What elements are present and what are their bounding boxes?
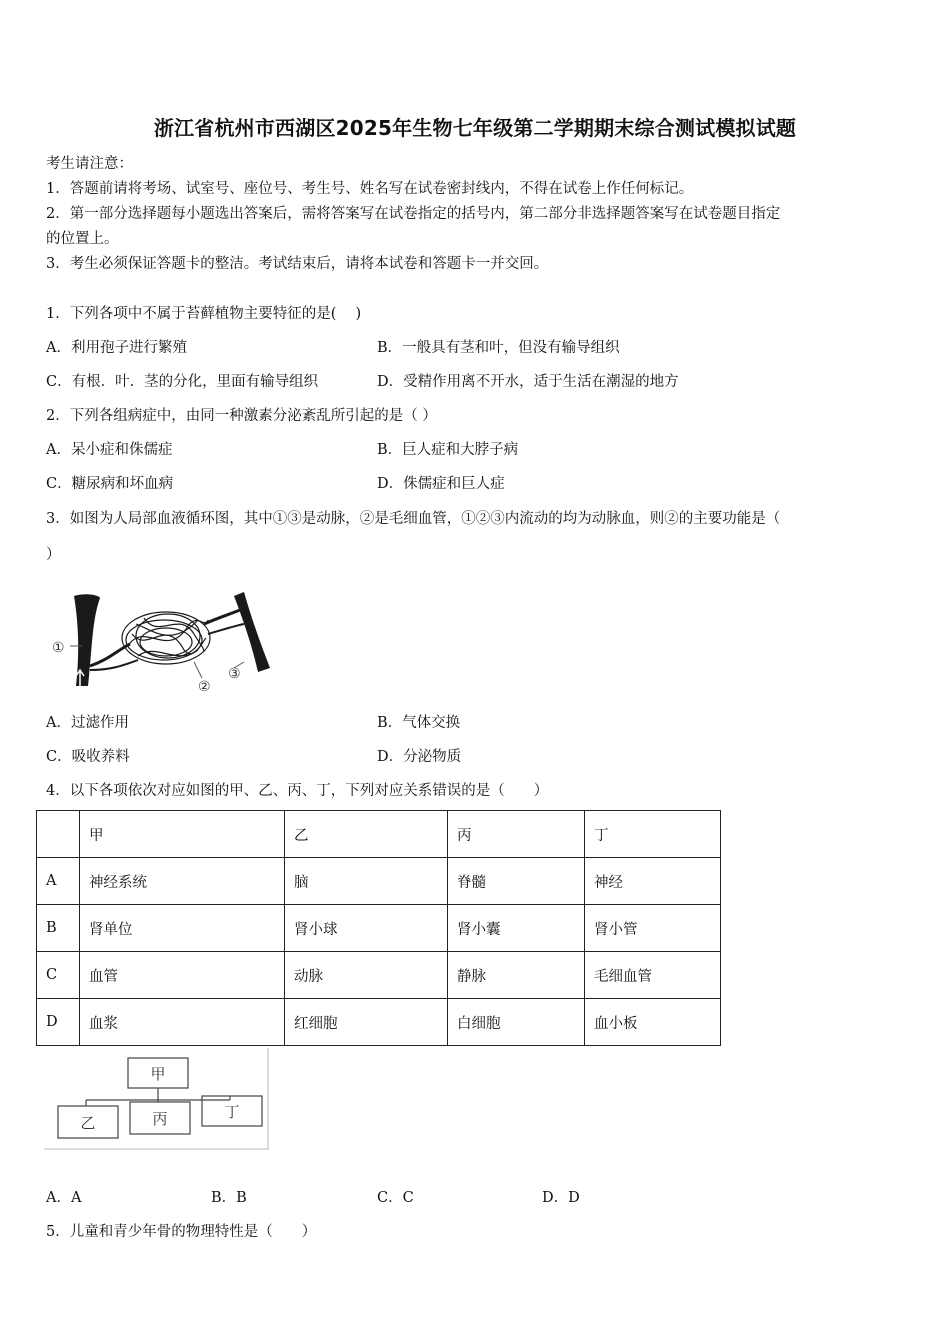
q4-option-d[interactable]: D．D	[542, 1190, 580, 1206]
table-cell: B	[37, 905, 80, 952]
table-cell: 甲	[80, 811, 285, 858]
table-cell: 肾单位	[80, 905, 285, 952]
q1-option-d[interactable]: D．受精作用离不开水，适于生活在潮湿的地方	[377, 374, 679, 390]
fig-label-3: ③	[228, 666, 241, 682]
fig-label-1: ①	[52, 640, 65, 656]
notice-heading: 考生请注意：	[46, 156, 133, 172]
q2-stem: 2．下列各组病症中，由同一种激素分泌紊乱所引起的是（ ）	[46, 408, 437, 424]
table-cell: 静脉	[448, 952, 585, 999]
q1-option-a[interactable]: A．利用孢子进行繁殖	[46, 340, 187, 356]
table-cell: 红细胞	[285, 999, 448, 1046]
q3-stem: 3．如图为人局部血液循环图，其中①③是动脉，②是毛细血管，①②③内流动的均为动脉血，则②的主要功能是（	[46, 511, 781, 527]
q4-option-a[interactable]: A．A	[46, 1190, 82, 1206]
table-row	[37, 952, 721, 999]
table-cell: 肾小囊	[448, 905, 585, 952]
hierarchy-diagram	[44, 1048, 270, 1150]
table-cell: 肾小管	[585, 905, 721, 952]
blood-circulation-figure	[48, 590, 278, 696]
q2-option-b[interactable]: B．巨人症和大脖子病	[377, 442, 519, 458]
q3-option-d[interactable]: D．分泌物质	[377, 749, 462, 765]
diagram-box-top: 甲	[150, 1065, 166, 1083]
table-cell: 丙	[448, 811, 585, 858]
notice-item: 1．答题前请将考场、试室号、座位号、考生号、姓名写在试卷密封线内，不得在试卷上作任何标记。	[46, 181, 694, 197]
q2-option-c[interactable]: C．糖尿病和坏血病	[46, 476, 174, 492]
table-cell: 血管	[80, 952, 285, 999]
fig-label-2: ②	[198, 679, 211, 695]
table-row	[37, 858, 721, 905]
table-cell: A	[37, 858, 80, 905]
table-cell: 血小板	[585, 999, 721, 1046]
q3-stem-cont: ）	[46, 547, 61, 563]
q3-option-c[interactable]: C．吸收养料	[46, 749, 130, 765]
page-title: 浙江省杭州市西湖区2025年生物七年级第二学期期末综合测试模拟试题	[153, 116, 797, 140]
q1-option-b[interactable]: B．一般具有茎和叶，但没有输导组织	[377, 340, 620, 356]
table-cell: 脊髓	[448, 858, 585, 905]
q2-option-d[interactable]: D．侏儒症和巨人症	[377, 476, 505, 492]
notice-item: 3．考生必须保证答题卡的整洁。考试结束后，请将本试卷和答题卡一并交回。	[46, 256, 549, 272]
q3-option-b[interactable]: B．气体交换	[377, 715, 461, 731]
table-cell: 脑	[285, 858, 448, 905]
q4-table	[36, 810, 721, 1046]
notice-item: 的位置上。	[46, 231, 119, 247]
table-cell: 血浆	[80, 999, 285, 1046]
q3-option-a[interactable]: A．过滤作用	[46, 715, 129, 731]
table-cell: 乙	[285, 811, 448, 858]
q1-option-c[interactable]: C．有根．叶．茎的分化，里面有输导组织	[46, 374, 319, 390]
table-cell: 神经系统	[80, 858, 285, 905]
q5-stem: 5．儿童和青少年骨的物理特性是（ ）	[46, 1224, 317, 1240]
table-cell: 神经	[585, 858, 721, 905]
table-cell	[37, 811, 80, 858]
diagram-box-left: 乙	[80, 1114, 96, 1132]
q1-stem: 1．下列各项中不属于苔藓植物主要特征的是( )	[46, 306, 362, 322]
table-cell: 白细胞	[448, 999, 585, 1046]
q4-option-b[interactable]: B．B	[211, 1190, 247, 1206]
table-header-row	[37, 811, 721, 858]
table-cell: C	[37, 952, 80, 999]
table-row	[37, 999, 721, 1046]
notice-item: 2．第一部分选择题每小题选出答案后，需将答案写在试卷指定的括号内，第二部分非选择题答案写在试卷题目指定	[46, 206, 781, 222]
diagram-box-right: 丁	[224, 1103, 240, 1121]
q4-stem: 4．以下各项依次对应如图的甲、乙、丙、丁，下列对应关系错误的是（ ）	[46, 783, 549, 799]
diagram-box-middle: 丙	[152, 1110, 168, 1128]
table-cell: 毛细血管	[585, 952, 721, 999]
table-cell: 动脉	[285, 952, 448, 999]
q2-option-a[interactable]: A．呆小症和侏儒症	[46, 442, 173, 458]
table-row	[37, 905, 721, 952]
table-cell: 丁	[585, 811, 721, 858]
table-cell: D	[37, 999, 80, 1046]
table-cell: 肾小球	[285, 905, 448, 952]
q4-option-c[interactable]: C．C	[377, 1190, 414, 1206]
